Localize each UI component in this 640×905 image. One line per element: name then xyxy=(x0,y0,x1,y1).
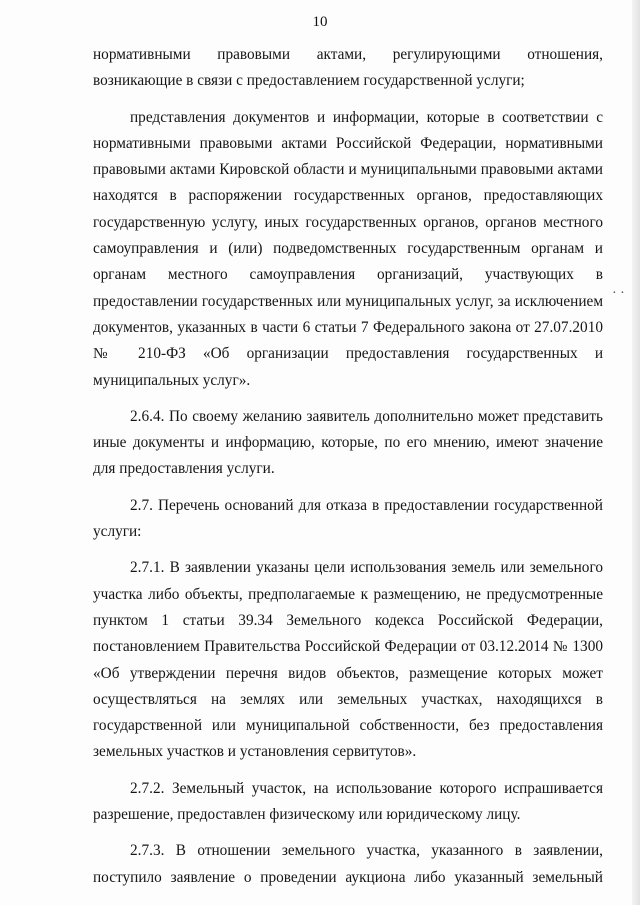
paragraph-2-7-2: 2.7.2. Земельный участок, на использование которого испрашивается разрешение, предоставлен физическому или юридическому лицу. xyxy=(93,779,603,824)
paragraph-continuation: нормативными правовыми актами, регулирующими отношения, возникающие в связи с предоставлением государственной услуги; xyxy=(93,46,603,90)
page-number: 10 xyxy=(312,14,328,30)
paragraph-2-7-1: 2.7.1. В заявлении указаны цели использования земель или земельного участка либо объекты, предполагаемые к размещению, не предусмотренные пунктом 1 статьи 39.34 Земельного кодекса Российской Федерации, постановлением Правительства Российской Федерации от 03.12.2014 № 1300 «Об утверждении перечня видов объектов, размещение которых может осуществляться на землях или земельных участках, находящихся в государственной или муниципальной собственности, без предоставления земельных участков и установления сервитутов». xyxy=(93,559,603,761)
paragraph-2-7: 2.7. Перечень оснований для отказа в предоставлении государственной услуги: xyxy=(93,496,603,541)
paragraph-documents: представления документов и информации, которые в соответствии с нормативными правовыми актами Российской Федерации, нормативными правовыми актами Кировской области и муниципальными правовыми актами находятся в распоряжении государственных органов, предоставляющих государственную услугу, иных государственных органов, органов местного самоуправления и (или) подведомственных государственным органам и органам местного самоуправления организаций, участвующих в предоставлении государственных или муниципальных услуг, за исключением документов, указанных в части 6 статьи 7 Федерального закона от 27.07.2010 № 210-ФЗ «Об организации предоставления государственных и муниципальных услуг». xyxy=(93,108,603,389)
scan-speck: · · xyxy=(612,286,625,301)
paragraph-2-7-3: 2.7.3. В отношении земельного участка, указанного в заявлении, поступило заявление о проведении аукциона либо указанный земельный xyxy=(93,842,603,886)
paragraph-2-6-4: 2.6.4. По своему желанию заявитель дополнительно может представить иные документы и информацию, которые, по его мнению, имеют значение для предоставления услуги. xyxy=(93,407,603,478)
scan-edge-shadow xyxy=(632,0,640,905)
document-body xyxy=(93,42,603,891)
